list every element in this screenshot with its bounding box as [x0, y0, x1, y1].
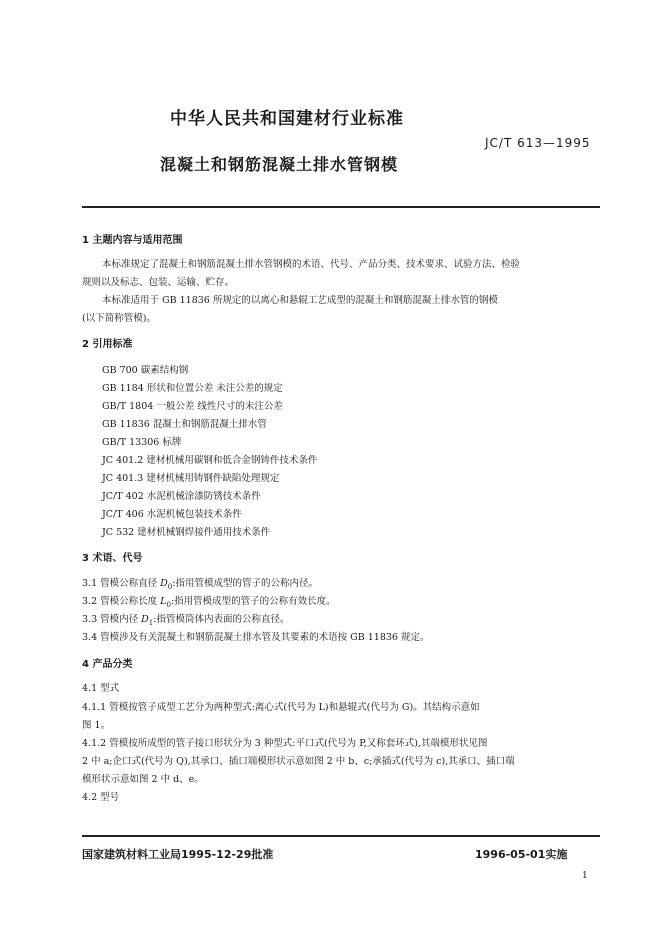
term-3-2-symbol: L	[160, 596, 167, 607]
subsection-4-2-heading: 4.2 型号	[82, 792, 120, 803]
term-3-1-definition: :指用管模成型的管子的公称内径。	[172, 578, 318, 589]
reference-item: GB/T 1804 一般公差 线性尺寸的未注公差	[102, 401, 283, 412]
effective-date: 1996-05-01实施	[475, 848, 568, 861]
term-3-3-symbol: D	[141, 614, 149, 625]
section-3-heading: 3 术语、代号	[82, 553, 143, 564]
approval-line: 国家建筑材料工业局1995-12-29批准	[82, 848, 274, 861]
para-4-1-2-line3: 模形状示意如图 2 中 d、e。	[82, 774, 204, 785]
section-4-heading: 4 产品分类	[82, 659, 133, 670]
section-1-para1-line2: 规则以及标志、包装、运输、贮存。	[82, 277, 235, 288]
term-3-1	[82, 575, 318, 589]
reference-item: JC 532 建材机械钢焊接件通用技术条件	[102, 527, 271, 538]
term-3-3-definition: :指管模筒体内表面的公称直径。	[153, 614, 290, 625]
reference-item: GB 11836 混凝土和钢筋混凝土排水管	[102, 419, 267, 430]
term-3-2-subscript: 0	[166, 600, 171, 609]
subsection-4-1-heading: 4.1 型式	[82, 683, 120, 694]
term-3-2-prefix: 3.2 管模公称长度	[82, 596, 161, 607]
page-number: 1	[582, 871, 588, 881]
reference-item: GB 1184 形状和位置公差 未注公差的规定	[102, 383, 283, 394]
term-3-4: 3.4 管模涉及有关混凝土和钢筋混凝土排水管及其要素的术语按 GB 11836 规定。	[82, 632, 430, 643]
para-4-1-1-line1: 4.1.1 管模按管子成型工艺分为两种型式:离心式(代号为 L)和悬辊式(代号为 G)。其结构示意如	[82, 702, 480, 713]
standard-code: JC/T 613—1995	[485, 136, 591, 150]
term-3-3-prefix: 3.3 管模内径	[82, 614, 142, 625]
footer-divider	[82, 835, 600, 837]
reference-item: JC 401.3 建材机械用铸钢件缺陷处理规定	[102, 473, 280, 484]
term-3-3-subscript: 1	[148, 618, 154, 627]
section-1-para2-line1: 本标准适用于 GB 11836 所规定的以离心和悬辊工艺成型的混凝土和钢筋混凝土排水管的钢模	[102, 295, 498, 306]
document-title: 混凝土和钢筋混凝土排水管钢模	[160, 155, 399, 174]
para-4-1-2-line2: 2 中 a;企口式(代号为 Q),其承口、插口端模形状示意如图 2 中 b、c;承插式(代号为 c),其承口、插口端	[82, 756, 515, 767]
para-4-1-2-line1: 4.1.2 管模按所成型的管子接口形状分为 3 种型式:平口式(代号为 P,又称套环式),其端模形状见图	[82, 738, 488, 749]
reference-item: GB 700 碳素结构钢	[102, 365, 189, 376]
section-1-heading: 1 主题内容与适用范围	[82, 235, 183, 246]
term-3-2	[82, 593, 336, 607]
section-2-heading: 2 引用标准	[82, 339, 133, 350]
org-title: 中华人民共和国建材行业标准	[170, 109, 404, 129]
reference-item: JC 401.2 建材机械用碳钢和低合金钢铸件技术条件	[102, 455, 318, 466]
term-3-3	[82, 611, 289, 625]
term-3-1-symbol: D	[160, 578, 168, 589]
section-1-para2-line2: (以下简称管模)。	[82, 313, 156, 324]
para-4-1-1-line2: 图 1。	[82, 720, 111, 731]
reference-item: JC/T 406 水泥机械包装技术条件	[102, 509, 242, 520]
header-divider	[82, 206, 600, 208]
term-3-2-definition: :指用管模成型的管子的公称有效长度。	[170, 596, 336, 607]
term-3-1-subscript: 0	[167, 582, 173, 591]
term-3-1-prefix: 3.1 管模公称直径	[82, 578, 161, 589]
reference-item: GB/T 13306 标牌	[102, 437, 182, 448]
section-1-para1-line1: 本标准规定了混凝土和钢筋混凝土排水管钢模的术语、代号、产品分类、技术要求、试验方法、检验	[102, 259, 521, 270]
reference-item: JC/T 402 水泥机械涂漆防锈技术条件	[102, 491, 261, 502]
